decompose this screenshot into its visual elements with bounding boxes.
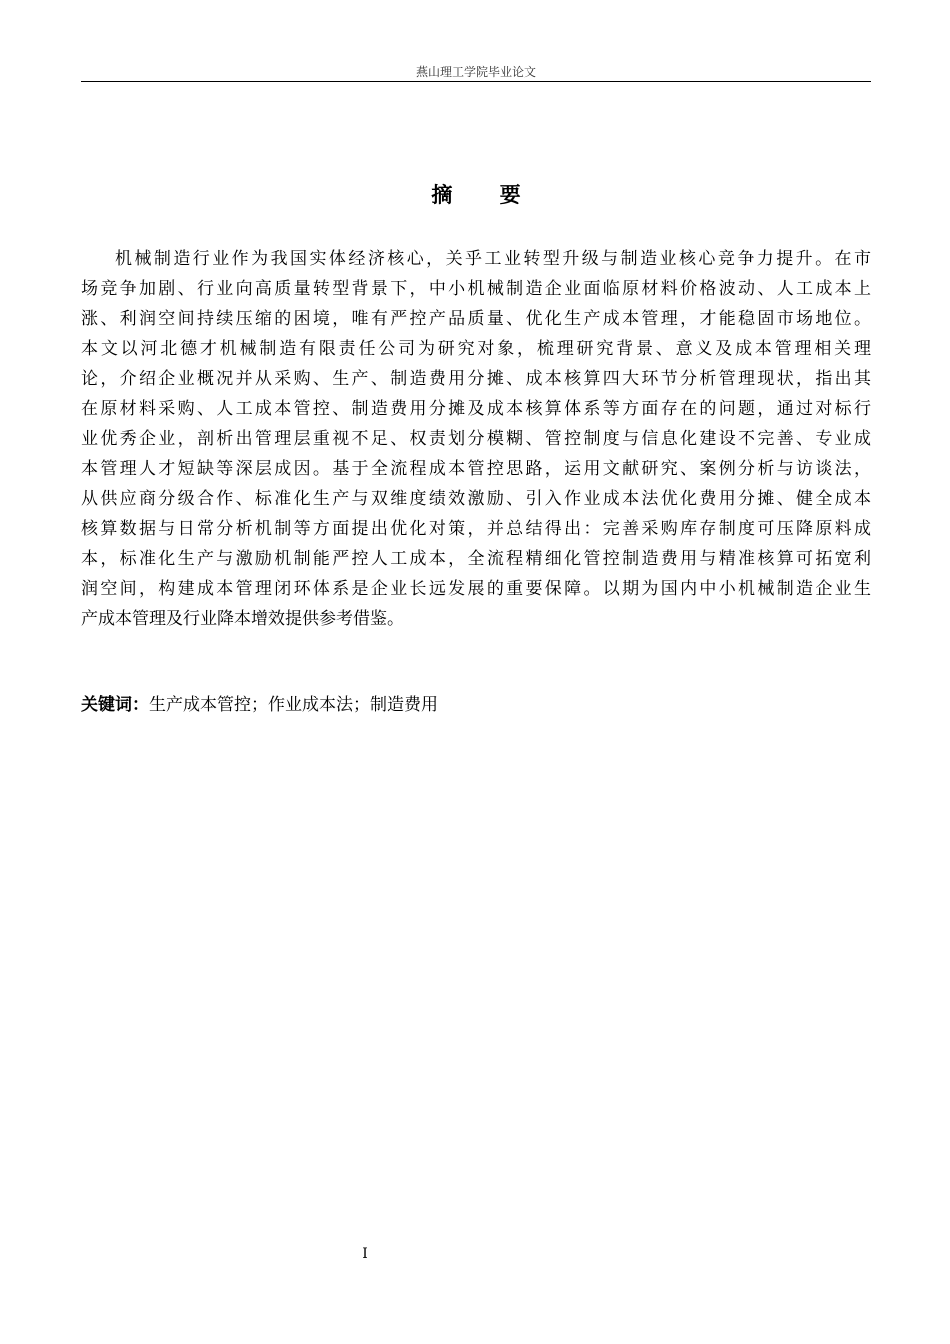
- abstract-line: 本，标准化生产与激励机制能严控人工成本，全流程精细化管控制造费用与精准核算可拓宽利: [81, 549, 871, 569]
- abstract-line: 产成本管理及行业降本增效提供参考借鉴。: [81, 609, 404, 629]
- abstract-line: 润空间，构建成本管理闭环体系是企业长远发展的重要保障。以期为国内中小机械制造企业生: [81, 579, 871, 599]
- page-number: I: [362, 1246, 368, 1262]
- abstract-line: 在原材料采购、人工成本管控、制造费用分摊及成本核算体系等方面存在的问题，通过对标行: [81, 399, 871, 419]
- abstract-line: 核算数据与日常分析机制等方面提出优化对策，并总结得出：完善采购库存制度可压降原料成: [81, 519, 871, 539]
- keywords-label: 关键词：: [81, 695, 149, 715]
- abstract-line: 涨、利润空间持续压缩的困境，唯有严控产品质量、优化生产成本管理，才能稳固市场地位。: [81, 309, 871, 329]
- page-header: 燕山理工学院毕业论文: [415, 65, 536, 79]
- abstract-title: 摘 要: [431, 182, 541, 207]
- abstract-line: 本管理人才短缺等深层成因。基于全流程成本管控思路，运用文献研究、案例分析与访谈法，: [81, 459, 871, 479]
- abstract-line: 论，介绍企业概况并从采购、生产、制造费用分摊、成本核算四大环节分析管理现状，指出其: [81, 369, 871, 389]
- abstract-line: 机械制造行业作为我国实体经济核心，关乎工业转型升级与制造业核心竞争力提升。在市: [115, 249, 871, 269]
- keywords: [81, 690, 871, 720]
- header-rule: [81, 81, 871, 82]
- keywords-value: 生产成本管控；作业成本法；制造费用: [149, 695, 438, 715]
- abstract-line: 从供应商分级合作、标准化生产与双维度绩效激励、引入作业成本法优化费用分摊、健全成本: [81, 489, 871, 509]
- abstract-line: 业优秀企业，剖析出管理层重视不足、权责划分模糊、管控制度与信息化建设不完善、专业成: [81, 429, 871, 449]
- abstract-line: 场竞争加剧、行业向高质量转型背景下，中小机械制造企业面临原材料价格波动、人工成本上: [81, 279, 871, 299]
- abstract-body: [81, 244, 871, 634]
- abstract-line: 本文以河北德才机械制造有限责任公司为研究对象，梳理研究背景、意义及成本管理相关理: [81, 339, 871, 359]
